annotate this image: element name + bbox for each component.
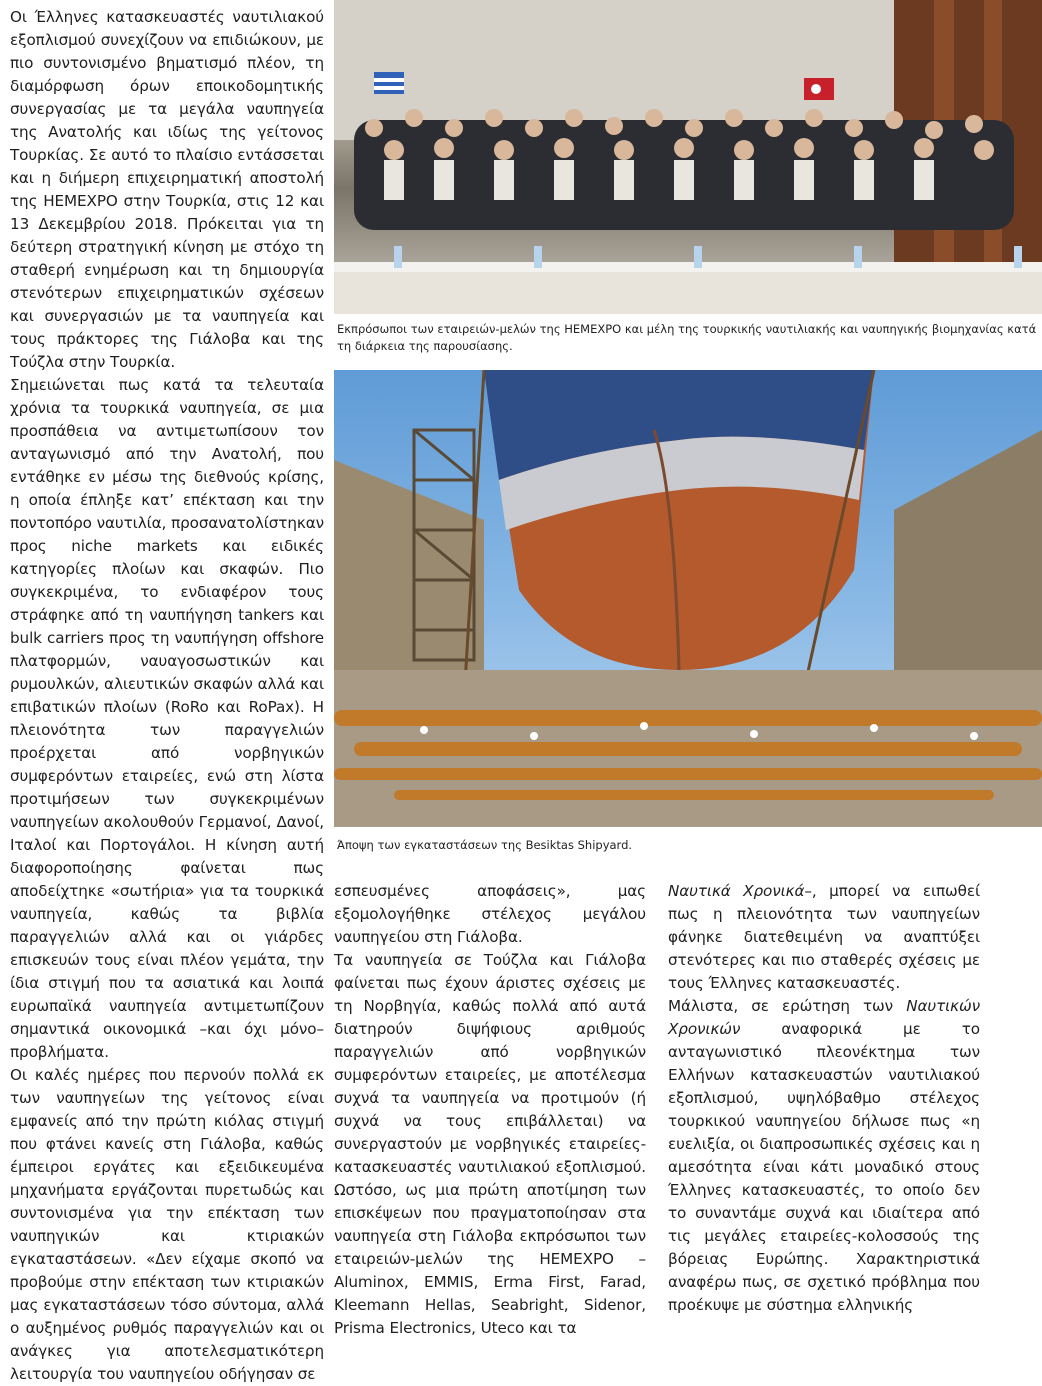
shipyard-photo	[334, 370, 1042, 827]
paragraph	[668, 995, 980, 1317]
text-run: –, μπορεί να ειπωθεί πως η πλειονότητα των ναυπηγείων φάνηκε διατεθειμένη να αναπτύξει στενότερες και πιο σταθερές σχέσεις με τους Έλληνες κατασκευαστές.	[668, 882, 980, 992]
paragraph: Οι Έλληνες κατασκευαστές ναυτιλιακού εξοπλισμού συνεχίζουν να επιδιώκουν, με πιο συντονισμένο βηματισμό πλέον, τη διαμόρφωση όρων εποικοδομητικής συνεργασίας με τα μεγάλα ναυπηγεία της Ανατολής και ιδίως της γείτονος Τουρκίας. Σε αυτό το πλαίσιο εντάσσεται και η διήμερη επιχειρηματική αποστολή της HEMEXPO στην Τουρκία, στις 12 και 13 Δεκεμβρίου 2018. Πρόκειται για τη δεύτερη στρατηγική κίνηση με στόχο τη σταθερή ενημέρωση και τη δημιουργία στενότερων επιχειρηματικών σχέσεων και συνεργασιών με τα ναυπηγεία και τους πράκτορες της Γιάλοβα και της Τούζλα στην Τουρκία.	[10, 8, 324, 371]
photo-caption: Εκπρόσωποι των εταιρειών-μελών της HEMEXPO και μέλη της τουρκικής ναυτιλιακής και ναυπηγικής βιομηχανίας κατά τη διάρκεια της παρουσίασης.	[337, 322, 1037, 353]
article-column-1	[10, 6, 324, 1386]
paragraph: Οι καλές ημέρες που περνούν πολλά εκ των ναυπηγείων της γείτονος είναι εμφανείς από την πρώτη κιόλας στιγμή που φτάνει κανείς στη Γιάλοβα, καθώς έμπειροι εργάτες και εξειδικευμένα μηχανήματα εργάζονται πυρετωδώς και συντονισμένα για την επέκταση των ναυπηγικών και κτιριακών εγκαταστάσεων. «Δεν είχαμε σκοπό να προβούμε στην επέκταση των κτιριακών μας εγκαταστάσεων τόσο σύντομα, αλλά ο αυξημένος ρυθμός παραγγελιών και οι ανάγκες για αποτελεσματικότερη λειτουργία του ναυπηγείου οδήγησαν σε	[10, 1066, 324, 1383]
paragraph: Σημειώνεται πως κατά τα τελευταία χρόνια τα τουρκικά ναυπηγεία, σε μια προσπάθεια να αντιμετωπίσουν τον ανταγωνισμό από την Ανατολή, που εντάθηκε εν μέσω της διεθνούς κρίσης, η οποία έπληξε κατ’ επέκταση και την ποντοπόρο ναυτιλία, προσανατολίστηκαν προς niche markets και ειδικές κατηγορίες πλοίων και σκαφών. Πιο συγκεκριμένα, το ενδιαφέρον τους στράφηκε από τη ναυπήγηση tankers και bulk carriers προς τη ναυπήγηση offshore πλατφορμών, ναυαγοσωστικών και ρυμουλκών, αλιευτικών σκαφών αλλά και επιβατικών πλοίων (RoRo και RoPax). Η πλειονότητα των παραγγελιών προέρχεται από νορβηγικών συμφερόντων εταιρείες, ενώ στη λίστα προτιμήσεων των συγκεκριμένων ναυπηγείων ακολουθούν Γερμανοί, Δανοί, Ιταλοί και Πορτογάλοι. Η κίνηση αυτή διαφοροποίησης φαίνεται πως αποδείχτηκε «σωτήρια» για τα τουρκικά ναυπηγεία, καθώς τα βιβλία παραγγελιών αλλά και οι γιάρδες επισκευών τους είναι πλέον γεμάτα, την ίδια στιγμή που τα ασιατικά και λοιπά ευρωπαϊκά ναυπηγεία αντιμετωπίζουν σημαντικά οικονομικά –και όχι μόνο– προβλήματα.	[10, 376, 324, 1061]
group-photo	[334, 0, 1042, 314]
magazine-name: Ναυτικών Χρονικών	[668, 997, 980, 1038]
shipyard-photo-illustration	[334, 370, 1042, 827]
paragraph: εσπευσμένες αποφάσεις», μας εξομολογήθηκε στέλεχος μεγάλου ναυπηγείου στη Γιάλοβα.	[334, 882, 646, 946]
paragraph: Τα ναυπηγεία σε Τούζλα και Γιάλοβα φαίνεται πως έχουν άριστες σχέσεις με τη Νορβηγία, καθώς πολλά από αυτά διατηρούν διψήφιους αριθμούς παραγγελιών από νορβηγικών συμφερόντων εταιρείες, με αποτέλεσμα συχνά τα ναυπηγεία να προτιμούν (ή συχνά να τους επιβάλλεται) να συνεργαστούν με νορβηγικές εταιρείες-κατασκευαστές ναυτιλιακού εξοπλισμού. Ωστόσο, ως μια πρώτη αποτίμηση των επισκέψεων που πραγματοποίησαν στα ναυπηγεία στη Γιάλοβα εκπρόσωποι των εταιρειών-μελών της HEMEXPO –Aluminox, EMMIS, Erma First, Farad, Kleemann Hellas, Seabright, Sidenor, Prisma Electronics, Uteco και τα	[334, 951, 646, 1337]
photo-caption: Άποψη των εγκαταστάσεων της Besiktas Shipyard.	[337, 838, 633, 852]
article-column-2	[334, 880, 646, 1340]
paragraph	[668, 880, 980, 995]
magazine-name: Ναυτικά Χρονικά	[668, 882, 805, 900]
text-run: αναφορικά με το ανταγωνιστικό πλεονέκτημα των Ελλήνων κατασκευαστών ναυτιλιακού εξοπλισμού, υψηλόβαθμο στέλεχος τουρκικού ναυπηγείου δήλωσε πως «η ευελιξία, οι διαπροσωπικές σχέσεις και η αμεσότητα είναι κάτι μοναδικό στους Έλληνες κατασκευαστές, το οποίο δεν το συναντάμε συχνά και ιδιαίτερα από τις μεγάλες εταιρείες-κολοσσούς της βόρειας Ευρώπης. Χαρακτηριστικά αναφέρω πως, σε σχετικό πρόβλημα που προέκυψε με σύστημα ελληνικής	[668, 1020, 980, 1314]
group-photo-illustration	[334, 0, 1042, 314]
article-column-3	[668, 880, 980, 1317]
text-run: Μάλιστα, σε ερώτηση των	[668, 997, 907, 1015]
